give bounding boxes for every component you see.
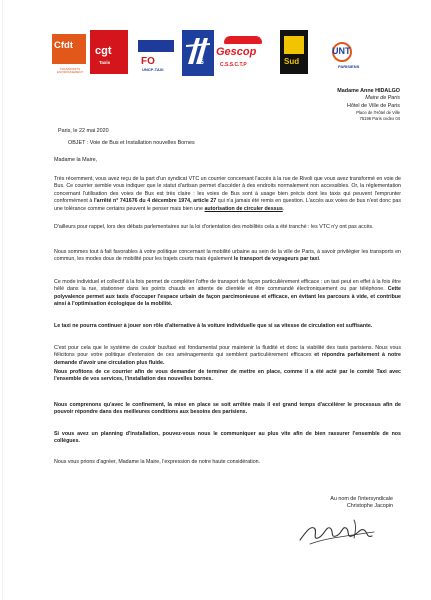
- fo-logo-subtitle: UNCP-TAXI: [142, 67, 164, 72]
- cfdt-logo: [52, 34, 86, 64]
- paragraph-bus-taxi-corridor: C'est pour cela que le système de couloir bus/taxi est fondamental pour maintenir la fluidité et donc la viabilité des taxis parisiens. Nous vous félicitons pour votre politique d'extension de ces aménagements qui semblent particulièrement efficaces et répondra parfaitement à notre demande d'avoir une circulation plus fluide.: [54, 345, 401, 366]
- letter-signatory: [330, 496, 393, 511]
- cgt-taxis-logo: [90, 30, 128, 74]
- taxi-75-logo-text: 75: [197, 60, 204, 66]
- cfdt-logo-text: Cfdt: [54, 40, 73, 51]
- handwritten-signature-icon: [296, 514, 378, 548]
- recipient-title: Maire de Paris: [365, 95, 400, 102]
- recipient-name: Madame Anne HIDALGO: [337, 88, 400, 94]
- paragraph-parliamentary-debate: D'ailleurs pour rappel, lors des débats parlementaires sur la loi d'orientation des mobilités cela a été tranché : les VTC n'y ont pas accès.: [54, 224, 374, 230]
- letter-date: Paris, le 22 mai 2020: [58, 128, 109, 134]
- paragraph-bus-lane-access: Très récemment, vous avez reçu de la part d'un syndicat VTC un courrier concernant l'accès à la rue de Rivoli que vous avez transformé en voie de Bus. Ce courrier semble vous indiquer que le statut d'artisan permet d'accéder à des endroits normalement non accessibles. Or, la réglementation concernant l'utilisation des voies de Bus est très claire : les voies de Bus sont à usage bien précis dont les taxis qui peuvent l'emprunter conformément à l'arrêté n° 741676 du 4 décembre 1974, article 27 qui n'a jamais été remis en question. L'accès aux voies de bus n'est donc pas une tolérance comme certains peuvent le penser mais bien une autorisation de circuler dessus.: [54, 176, 401, 212]
- letter-subject: OBJET : Voie de Bus et Installation nouvelles Bornes: [68, 140, 195, 146]
- sud-logo: [280, 30, 308, 74]
- recipient-office: Hôtel de Ville de Paris: [347, 102, 400, 109]
- recipient-address-line2: 75196 Paris cedex 04: [359, 116, 400, 122]
- paragraph-traffic-speed: Le taxi ne pourra continuer à jouer son rôle d'alternative à la voiture individuelle que si sa vitesse de circulation est suffisante.: [54, 323, 373, 329]
- paragraph-installation-schedule: Si vous avez un planning d'installation, pouvez-vous nous le communiquer au plus vite afin de bien rassurer l'ensemble de nos collègues.: [54, 431, 401, 445]
- paragraph-taxi-efficiency: Ce mode individuel et collectif à la fois permet de compléter l'offre de transport de façon particulièrement efficace : un taxi peut en effet à la fois être hélé dans la rue, stationner dans les points chauds en attente de clientèle et être commandé électroniquement ou par téléphone. Cette polyvalence permet aux taxis d'occuper l'espace urbain de façon parcimonieuse et efficace, en évitant les parcours à vide, et contribue ainsi à l'optimisation écologique de la mobilité.: [54, 279, 401, 308]
- unt-logo-subtitle: PARISIENS: [338, 64, 360, 69]
- taxi-car-icon: [224, 36, 262, 44]
- union-logos: [52, 30, 370, 85]
- taxi-75-emblem-icon: [182, 30, 214, 76]
- cfdt-logo-subtitle: TRANSPORTS ENVIRONNEMENT: [56, 67, 84, 74]
- decree-reference: l'arrêté n° 741676 du 4 décembre 1974, article 27: [93, 198, 217, 205]
- gescop-logo-subtitle: C.S.S.C.T.P: [220, 62, 247, 68]
- sud-logo-text: Sud: [284, 57, 300, 66]
- sud-emblem-icon: [284, 36, 304, 54]
- paragraph-mobility-policy: Nous sommes tout à fait favorables à votre politique concernant la mobilité urbaine au sein de la ville de Paris, à savoir privilégier les transports en commun, les modes doux de mobilité pour les trajets courts mais également le transport de voyageurs par taxi.: [54, 249, 401, 263]
- page-edge: [2, 0, 3, 600]
- signatory-name: Christophe Jacopin: [346, 503, 393, 510]
- letter-salutation: Madame la Maire,: [54, 157, 98, 163]
- unt-logo: [326, 42, 370, 72]
- fo-uncp-taxi-logo: [134, 34, 178, 76]
- gescop-logo: [214, 36, 274, 76]
- fo-logo-band: [138, 40, 174, 52]
- recipient-address: [337, 88, 400, 123]
- authorisation-phrase: autorisation de circuler dessus: [204, 205, 283, 212]
- fo-logo-text: FO: [141, 56, 155, 67]
- gescop-logo-text: Gescop: [216, 46, 257, 58]
- paragraph-new-terminals-request: Nous profitons de ce courrier afin de vous demander de terminer de mettre en place, comme il a été acté par le comité Taxi avec l'ensemble de vos services, l'installation des nouvelles bornes.: [54, 369, 401, 383]
- unt-logo-text: UNT: [332, 46, 351, 56]
- cgt-logo-text: cgt: [95, 45, 112, 57]
- paragraph-closing-formula: Nous vous prions d'agréer, Madame la Maire, l'expression de notre haute considération.: [54, 459, 261, 465]
- signatory-organisation: Au nom de l'intersyndicale: [330, 496, 393, 502]
- paragraph-lockdown-delay: Nous comprenons qu'avec le confinement, la mise en place se soit arrêtée mais il est grand temps d'accélérer le processus afin de pouvoir répondre dans des meilleures conditions aux besoins des parisiens.: [54, 402, 401, 416]
- recipient-address-line1: Place de l'Hôtel de Ville: [356, 109, 400, 115]
- taxi-75-logo: [182, 30, 214, 76]
- cgt-logo-subtitle: Taxis: [99, 60, 111, 65]
